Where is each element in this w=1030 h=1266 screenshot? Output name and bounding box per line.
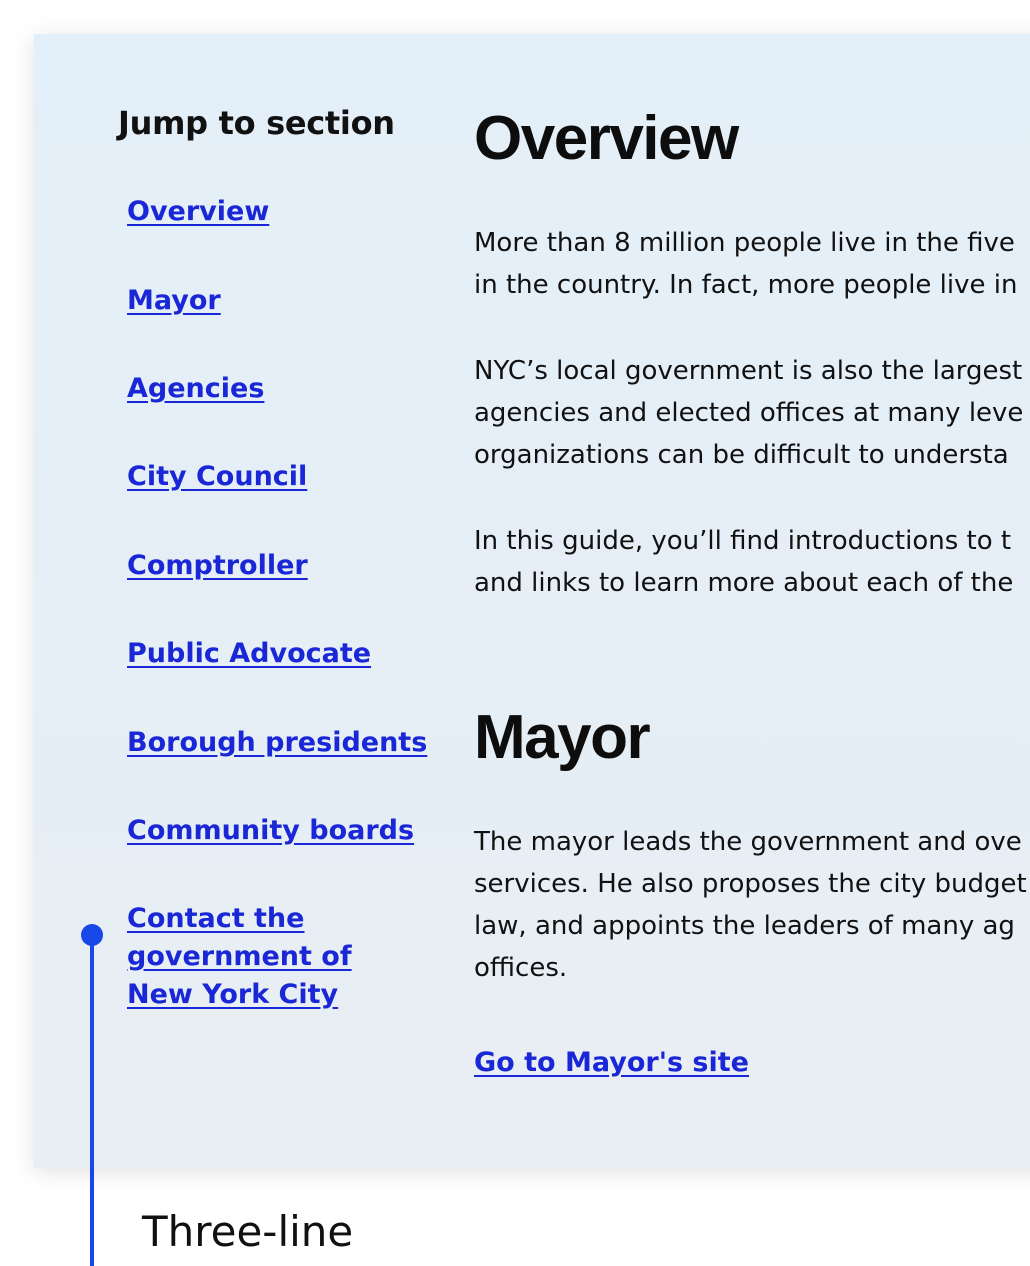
nav-link-community-boards[interactable]: Community boards <box>127 815 415 846</box>
mayor-paragraph-line-3: law, and appoints the leaders of many ag <box>474 911 1015 941</box>
overview-paragraph-1-line-2: in the country. In fact, more people live in <box>474 270 1018 300</box>
annotation-dot <box>81 924 103 946</box>
mayor-paragraph-line-1: The mayor leads the government and ove <box>474 827 1022 857</box>
nav-link-mayor[interactable]: Mayor <box>127 285 221 316</box>
overview-paragraph-2-line-1: NYC’s local government is also the largest <box>474 356 1023 386</box>
nav-link-borough-presidents[interactable]: Borough presidents <box>127 727 428 758</box>
overview-paragraph-3-line-2: and links to learn more about each of the <box>474 568 1014 598</box>
mayor-paragraph-line-4: offices. <box>474 953 568 983</box>
nav-link-comptroller[interactable]: Comptroller <box>127 550 308 581</box>
jump-to-section-title: Jump to section <box>118 104 395 142</box>
mayor-paragraph-line-2: services. He also proposes the city budget <box>474 869 1027 899</box>
nav-link-city-council[interactable]: City Council <box>127 461 308 492</box>
annotation-line <box>90 936 94 1266</box>
overview-paragraph-1-line-1: More than 8 million people live in the five <box>474 228 1015 258</box>
nav-link-contact-government[interactable]: Contact the government of New York City <box>127 903 352 1010</box>
nav-link-agencies[interactable]: Agencies <box>127 373 265 404</box>
nav-link-public-advocate[interactable]: Public Advocate <box>127 638 372 669</box>
mayor-heading: Mayor <box>474 703 650 772</box>
nav-link-overview[interactable]: Overview <box>127 196 270 227</box>
go-to-mayor-site-link[interactable]: Go to Mayor's site <box>474 1047 749 1078</box>
overview-heading: Overview <box>474 104 738 173</box>
annotation-caption: Three-line <box>142 1207 354 1256</box>
overview-paragraph-2-line-2: agencies and elected offices at many leve <box>474 398 1024 428</box>
overview-paragraph-3-line-1: In this guide, you’ll find introductions to t <box>474 526 1012 556</box>
overview-paragraph-2-line-3: organizations can be difficult to understa <box>474 440 1009 470</box>
